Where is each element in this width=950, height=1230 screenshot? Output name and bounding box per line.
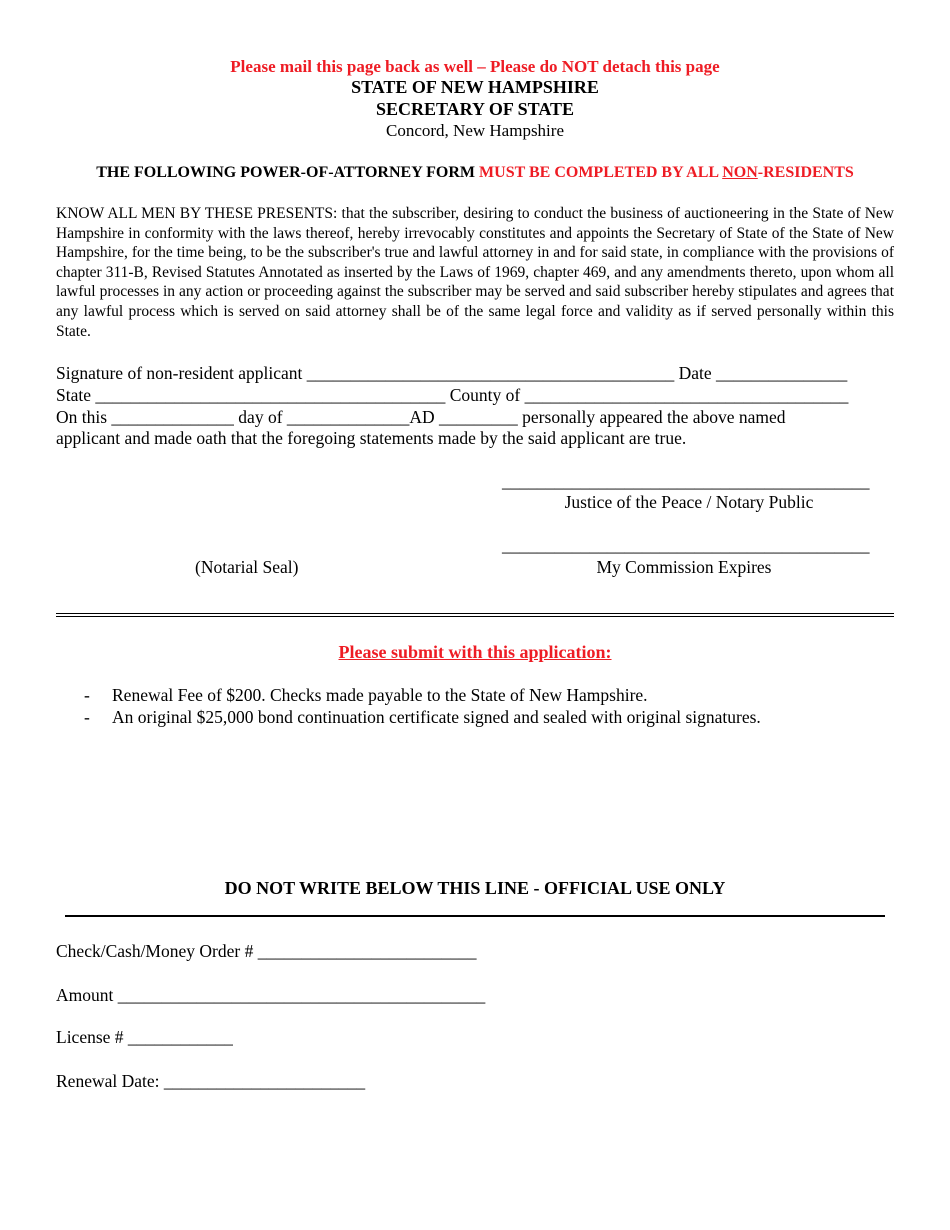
submit-item-bond: An original $25,000 bond continuation certificate signed and sealed with original signatures. bbox=[112, 707, 761, 727]
mail-back-notice: Please mail this page back as well – Please do NOT detach this page bbox=[230, 57, 720, 76]
divider-rule-top bbox=[56, 613, 894, 614]
amount-field[interactable]: Amount __________________________________________ bbox=[56, 985, 486, 1005]
poa-heading-non: NON bbox=[722, 164, 758, 181]
poa-heading-part4: -RESIDENTS bbox=[757, 164, 854, 181]
submit-heading: Please submit with this application: bbox=[338, 642, 612, 662]
submit-item-fee: Renewal Fee of $200. Checks made payable to the State of New Hampshire. bbox=[112, 685, 648, 705]
commission-label: My Commission Expires bbox=[596, 557, 772, 577]
check-number-field[interactable]: Check/Cash/Money Order # _________________________ bbox=[56, 941, 477, 961]
poa-heading bbox=[0, 164, 950, 182]
poa-heading-part1: THE FOLLOWING POWER-OF-ATTORNEY FORM bbox=[96, 164, 480, 181]
official-use-heading: DO NOT WRITE BELOW THIS LINE - OFFICIAL USE ONLY bbox=[224, 878, 726, 898]
renewal-date-field[interactable]: Renewal Date: _______________________ bbox=[56, 1071, 366, 1091]
secretary-heading: SECRETARY OF STATE bbox=[375, 99, 575, 119]
on-this-line[interactable]: On this ______________ day of ______________AD _________ personally appeared the above named bbox=[56, 407, 786, 427]
poa-heading-part2: MUST BE COMPLETED BY ALL bbox=[479, 164, 723, 181]
divider-rule-bottom bbox=[56, 616, 894, 617]
official-use-rule bbox=[65, 915, 885, 917]
notarial-seal-label: (Notarial Seal) bbox=[195, 557, 299, 577]
oath-line: applicant and made oath that the foregoing statements made by the said applicant are true. bbox=[56, 428, 687, 448]
signature-line[interactable]: Signature of non-resident applicant __________________________________________ Date _______________ bbox=[56, 363, 848, 383]
bullet-dash: - bbox=[84, 685, 90, 705]
city-line: Concord, New Hampshire bbox=[386, 121, 564, 140]
state-county-line[interactable]: State ________________________________________ County of _____________________________________ bbox=[56, 385, 849, 405]
bullet-dash: - bbox=[84, 707, 90, 727]
justice-label: Justice of the Peace / Notary Public bbox=[564, 492, 814, 512]
license-number-field[interactable]: License # ____________ bbox=[56, 1027, 233, 1047]
power-of-attorney-paragraph: KNOW ALL MEN BY THESE PRESENTS: that the subscriber, desiring to conduct the business of auctioneering in the State of New Hampshire in conformity with the laws thereof, hereby irrevocably constitutes and appoints the Secretary of State of the State of New Hampshire, for the time being, to be the subscriber's true and lawful attorney in and for said state, in compliance with the provisions of chapter 311-B, Revised Statutes Annotated as inserted by the Laws of 1969, chapter 469, and any amendments thereto, upon whom all lawful processes in any action or proceeding against the subscriber may be served and said subscriber hereby stipulates and agrees that any lawful process which is served on said attorney shall be of the same legal force and validity as if served personally within this State. bbox=[56, 205, 894, 340]
commission-blank[interactable]: __________________________________________ bbox=[502, 535, 870, 555]
state-heading: STATE OF NEW HAMPSHIRE bbox=[351, 77, 599, 97]
justice-signature-blank[interactable]: __________________________________________ bbox=[502, 471, 870, 491]
